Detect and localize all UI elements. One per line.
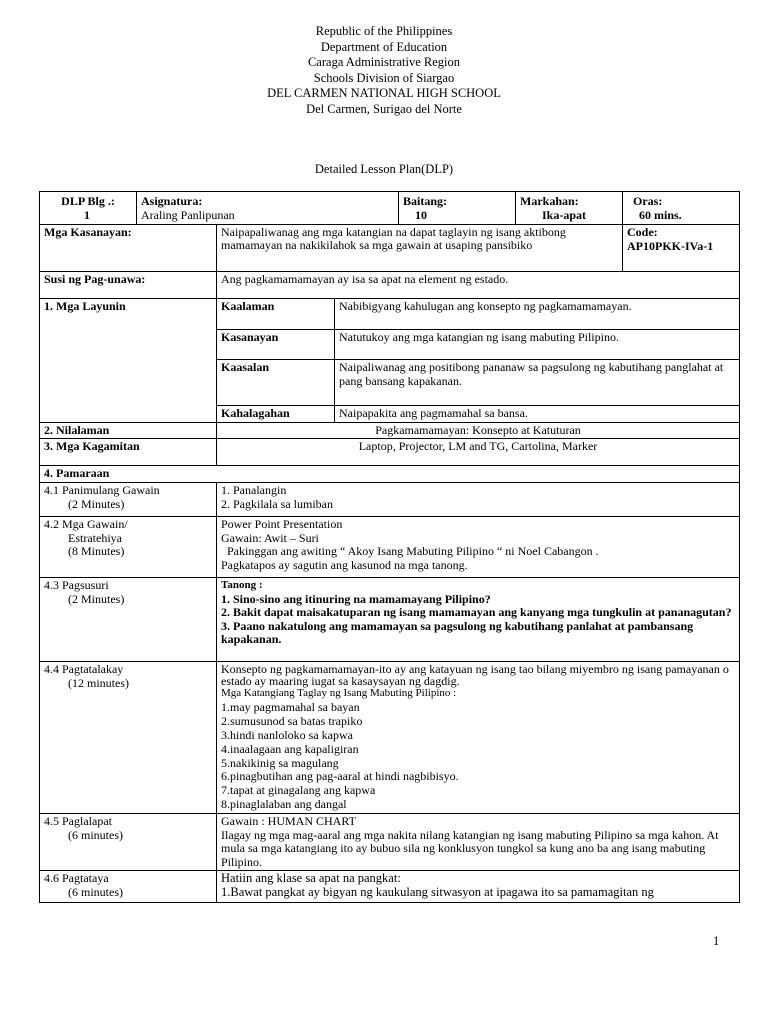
step-time: (2 Minutes) bbox=[68, 591, 125, 606]
trait-item: 1.may pagmamahal sa bayan bbox=[221, 699, 360, 714]
baitang-cell bbox=[399, 192, 516, 225]
layunin-key: Kasanayan bbox=[217, 330, 335, 360]
trait-item: 6.pinagbutihan ang pag-aaral at hindi nagbibisyo. bbox=[221, 769, 459, 784]
susi-label: Susi ng Pag-unawa: bbox=[40, 272, 217, 299]
activity-heading: Gawain : HUMAN CHART bbox=[221, 814, 356, 829]
header-republic: Republic of the Philippines bbox=[315, 24, 453, 38]
trait-item: 2.sumusunod sa batas trapiko bbox=[221, 713, 363, 728]
dlp-value: 1 bbox=[84, 207, 90, 222]
layunin-row-kaalaman bbox=[40, 299, 740, 330]
asignatura-value: Araling Panlipunan bbox=[141, 207, 235, 222]
pamaraan-label: 4. Pamaraan bbox=[40, 466, 740, 483]
row-4-2 bbox=[40, 517, 740, 578]
dlp-cell bbox=[40, 192, 137, 225]
step-label: 4.5 Paglalapat bbox=[44, 814, 112, 829]
row-4-6 bbox=[40, 871, 740, 903]
header-region: Caraga Administrative Region bbox=[307, 55, 461, 70]
trait-item: 5.nakikinig sa magulang bbox=[221, 755, 339, 770]
code-value: AP10PKK-IVa-1 bbox=[627, 238, 714, 253]
row-4-5-label-cell bbox=[40, 814, 217, 871]
traits-heading: Mga Katangiang Taglay ng Isang Mabuting Pilipino : bbox=[221, 687, 457, 699]
kagamitan-row bbox=[40, 439, 740, 466]
row-4-3-content bbox=[217, 578, 740, 662]
row-4-4-label-cell bbox=[40, 662, 217, 814]
nilalaman-label: 2. Nilalaman bbox=[40, 422, 217, 439]
document-title: Detailed Lesson Plan(DLP) bbox=[314, 162, 454, 176]
kasanayan-label: Mga Kasanayan: bbox=[40, 225, 217, 272]
step-label: 4.2 Mga Gawain/ bbox=[44, 517, 128, 531]
nilalaman-text: Pagkamamamayan: Konsepto at Katuturan bbox=[217, 422, 740, 439]
header-department: Department of Education bbox=[320, 39, 448, 54]
kagamitan-label: 3. Mga Kagamitan bbox=[40, 439, 217, 466]
layunin-key: Kaasalan bbox=[217, 360, 335, 406]
layunin-key: Kahalagahan bbox=[217, 406, 335, 423]
step-time: (6 minutes) bbox=[68, 827, 123, 842]
step-time: (2 Minutes) bbox=[68, 496, 125, 511]
layunin-text: Nabibigyang kahulugan ang konsepto ng pagkamamamayan. bbox=[335, 299, 740, 330]
trait-item: 8.pinaglalaban ang dangal bbox=[221, 797, 347, 812]
kasanayan-row bbox=[40, 225, 740, 272]
baitang-value: 10 bbox=[415, 207, 427, 222]
code-cell bbox=[623, 225, 740, 272]
kasanayan-text: Naipapaliwanag ang mga katangian na dapat taglayin ng isang aktibong mamamayan na nakikilahok sa mga gawain at usaping pansibiko bbox=[217, 225, 623, 272]
layunin-text: Natutukoy ang mga katangian ng isang mabuting Pilipino. bbox=[335, 330, 740, 360]
markahan-label: Markahan: bbox=[520, 194, 579, 208]
oras-label: Oras: bbox=[633, 194, 663, 208]
trait-item: 7.tapat at ginagalang ang kapwa bbox=[221, 783, 376, 798]
row-4-1 bbox=[40, 483, 740, 517]
content-line: Hatiin ang klase sa apat na pangkat: bbox=[221, 871, 401, 886]
row-4-3-label-cell bbox=[40, 578, 217, 662]
content-line: 2. Pagkilala sa lumiban bbox=[221, 496, 333, 511]
step-label: 4.3 Pagsusuri bbox=[44, 578, 109, 592]
step-time: (6 minutes) bbox=[68, 884, 123, 899]
layunin-text: Naipapakita ang pagmamahal sa bansa. bbox=[335, 406, 740, 423]
row-4-6-label-cell bbox=[40, 871, 217, 903]
content-line: 1.Bawat pangkat ay bigyan ng kaukulang sitwasyon at ipagawa ito sa pamamagitan ng bbox=[221, 884, 654, 899]
layunin-label: 1. Mga Layunin bbox=[40, 299, 217, 423]
layunin-key: Kaalaman bbox=[217, 299, 335, 330]
trait-item: 3.hindi nanloloko sa kapwa bbox=[221, 727, 353, 742]
trait-item: 4.inaalagaan ang kapaligiran bbox=[221, 741, 359, 756]
content-line: Gawain: Awit – Suri bbox=[221, 530, 319, 545]
question-2: 2. Bakit dapat maisakatuparan ng isang mamamayan ang kanyang mga tungkulin at pananagutan? bbox=[221, 605, 732, 619]
row-4-5 bbox=[40, 814, 740, 871]
content-line: 1. Panalangin bbox=[221, 483, 287, 497]
step-label: 4.1 Panimulang Gawain bbox=[44, 483, 160, 497]
concept-intro: Konsepto ng pagkamamamayan-ito ay ang katayuan ng isang tao bilang miyembro ng isang pamayanan o estado ay maaring iugat sa kasaysayan ng dagdig. bbox=[221, 662, 729, 688]
kagamitan-text: Laptop, Projector, LM and TG, Cartolina, Marker bbox=[217, 439, 740, 466]
top-info-row bbox=[40, 192, 740, 225]
row-4-2-content bbox=[217, 517, 740, 578]
nilalaman-row bbox=[40, 422, 740, 439]
questions-heading: Tanong : bbox=[221, 579, 263, 591]
row-4-1-label-cell bbox=[40, 483, 217, 517]
dlp-label: DLP Blg .: bbox=[61, 194, 115, 208]
code-label: Code: bbox=[627, 225, 658, 239]
step-time: (12 minutes) bbox=[68, 675, 129, 690]
baitang-label: Baitang: bbox=[403, 194, 448, 208]
row-4-2-label-cell bbox=[40, 517, 217, 578]
content-line: Power Point Presentation bbox=[221, 517, 343, 531]
row-4-3 bbox=[40, 578, 740, 662]
row-4-6-content bbox=[217, 871, 740, 903]
step-time: (8 Minutes) bbox=[68, 544, 125, 558]
content-line: Pagkatapos ay sagutin ang kasunod na mga tanong. bbox=[221, 557, 468, 572]
oras-value: 60 mins. bbox=[639, 207, 682, 222]
step-label: 4.4 Pagtatalakay bbox=[44, 662, 124, 676]
header-division: Schools Division of Siargao bbox=[313, 70, 455, 85]
row-4-5-content bbox=[217, 814, 740, 871]
row-4-1-content bbox=[217, 483, 740, 517]
document-header bbox=[0, 24, 768, 118]
step-label: 4.6 Pagtataya bbox=[44, 871, 109, 886]
question-1: 1. Sino-sino ang itinuring na mamamayang Pilipino? bbox=[221, 591, 491, 606]
question-3: 3. Paano nakatulong ang mamamayan sa pagsulong ng kabutihang panlahat at pambansang kapakanan. bbox=[221, 618, 694, 646]
step-label-2: Estratehiya bbox=[68, 530, 122, 545]
markahan-value: Ika-apat bbox=[542, 207, 587, 222]
lesson-plan-table bbox=[39, 191, 740, 903]
header-address: Del Carmen, Surigao del Norte bbox=[306, 101, 462, 116]
pamaraan-row bbox=[40, 466, 740, 483]
susi-row bbox=[40, 272, 740, 299]
row-4-4-content bbox=[217, 662, 740, 814]
header-school: DEL CARMEN NATIONAL HIGH SCHOOL bbox=[267, 86, 501, 101]
activity-text: Ilagay ng mga mag-aaral ang mga nakita nilang katangian ng isang mabuting Pilipino sa mga kahon. At mula sa mga katangiang ito ay bubuo sila ng konklusyon tungkol sa kung ano ba ang isang mabuting Pilipino. bbox=[221, 827, 719, 869]
susi-text: Ang pagkamamamayan ay isa sa apat na element ng estado. bbox=[217, 272, 740, 299]
layunin-text: Naipaliwanag ang positibong pananaw sa pagsulong ng kabutihang panglahat at pang bansang kapakanan. bbox=[335, 360, 740, 406]
oras-cell bbox=[623, 192, 740, 225]
asignatura-label: Asignatura: bbox=[141, 194, 203, 208]
asignatura-cell bbox=[137, 192, 399, 225]
row-4-4 bbox=[40, 662, 740, 814]
page-number: 1 bbox=[713, 934, 720, 948]
content-line: Pakinggan ang awiting “ Akoy Isang Mabuting Pilipino “ ni Noel Cabangon . bbox=[227, 544, 599, 558]
markahan-cell bbox=[516, 192, 623, 225]
